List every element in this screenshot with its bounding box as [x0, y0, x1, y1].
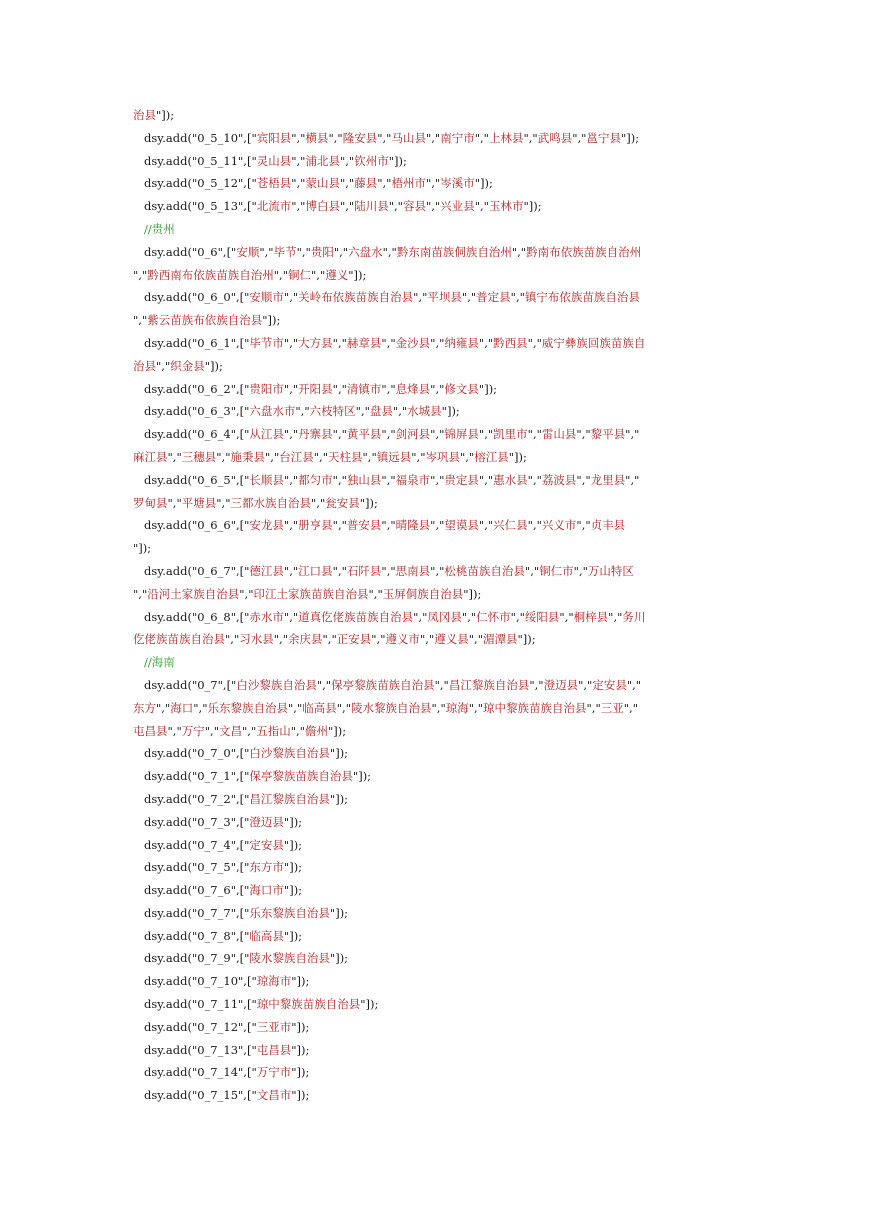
code-continuation-line: 屯昌县","万宁","文昌","五指山","儋州"]); [133, 723, 347, 738]
code-line: dsy.add("0_5_10",["宾阳县","横县","隆安县","马山县","南宁市","上林县","武鸣县","邕宁县"]); [144, 130, 640, 145]
code-line: dsy.add("0_6",["安顺","毕节","贵阳","六盘水","黔东南苗族侗族自治州","黔南布依族苗族自治州 [144, 244, 642, 259]
code-line: dsy.add("0_6_8",["赤水市","道真仡佬族苗族自治县","凤冈县","仁怀市","绥阳县","桐梓县","务川 [144, 609, 646, 624]
comment-line: //贵州 [144, 221, 175, 236]
code-line: dsy.add("0_6_2",["贵阳市","开阳县","清镇市","息烽县","修文县"]); [144, 381, 498, 396]
comment-line: //海南 [144, 655, 175, 670]
code-line: dsy.add("0_6_0",["安顺市","关岭布依族苗族自治县","平坝县","普定县","镇宁布依族苗族自治县 [144, 290, 640, 305]
code-line: dsy.add("0_5_12",["苍梧县","蒙山县","藤县","梧州市","岑溪市"]); [144, 176, 493, 191]
code-line: dsy.add("0_7_14",["万宁市"]); [144, 1065, 310, 1080]
code-line: dsy.add("0_7_9",["陵水黎族自治县"]); [144, 951, 349, 966]
code-line: dsy.add("0_7_0",["白沙黎族自治县"]); [144, 746, 349, 761]
code-listing [133, 104, 743, 1107]
code-continuation-line: ","沿河土家族自治县","印江土家族苗族自治县","玉屏侗族自治县"]); [133, 586, 482, 601]
code-continuation-line: 罗甸县","平塘县","三都水族自治县","瓮安县"]); [133, 495, 378, 510]
code-line: dsy.add("0_7_1",["保亭黎族苗族自治县"]); [144, 769, 372, 784]
code-line: dsy.add("0_6_3",["六盘水市","六枝特区","盘县","水城县"]); [144, 404, 460, 419]
code-line: dsy.add("0_7_3",["澄迈县"]); [144, 814, 303, 829]
code-line: dsy.add("0_7_5",["东方市"]); [144, 860, 303, 875]
code-line: dsy.add("0_5_13",["北流市","博白县","陆川县","容县","兴业县","玉林市"]); [144, 199, 542, 214]
code-line: dsy.add("0_7_2",["昌江黎族自治县"]); [144, 791, 349, 806]
code-continuation-line: "]); [133, 541, 152, 556]
code-continuation-line: ","紫云苗族布依族自治县"]); [133, 313, 281, 328]
code-line: dsy.add("0_6_7",["德江县","江口县","石阡县","思南县","松桃苗族自治县","铜仁市","万山特区 [144, 563, 634, 578]
code-line: dsy.add("0_6_5",["长顺县","都匀市","独山县","福泉市","贵定县","惠水县","荔波县","龙里县"," [144, 472, 640, 487]
code-continuation-line: 治县","织金县"]); [133, 358, 223, 373]
code-line: dsy.add("0_7_13",["屯昌县"]); [144, 1042, 310, 1057]
code-line: dsy.add("0_6_4",["从江县","丹寨县","黄平县","剑河县","锦屏县","凯里市","雷山县","黎平县"," [144, 427, 640, 442]
code-line: dsy.add("0_6_1",["毕节市","大方县","赫章县","金沙县","纳雍县","黔西县","威宁彝族回族苗族自 [144, 335, 646, 350]
code-line: dsy.add("0_7_12",["三亚市"]); [144, 1019, 310, 1034]
code-line: dsy.add("0_7_11",["琼中黎族苗族自治县"]); [144, 997, 379, 1012]
code-line: dsy.add("0_6_6",["安龙县","册亨县","普安县","晴隆县","望谟县","兴仁县","兴义市","贞丰县 [144, 518, 626, 533]
code-continuation-line: 东方","海口","乐东黎族自治县","临高县","陵水黎族自治县","琼海","琼中黎族苗族自治县","三亚"," [133, 700, 638, 715]
code-continuation-line: 治县"]); [133, 108, 175, 122]
code-line: dsy.add("0_7_4",["定安县"]); [144, 837, 303, 852]
code-continuation-line: 仡佬族苗族自治县","习水县","余庆县","正安县","遵义市","遵义县","湄潭县"]); [133, 632, 536, 647]
code-line: dsy.add("0_5_11",["灵山县","浦北县","钦州市"]); [144, 153, 407, 168]
code-line: dsy.add("0_7_8",["临高县"]); [144, 928, 303, 943]
code-line: dsy.add("0_7_10",["琼海市"]); [144, 974, 310, 989]
code-line: dsy.add("0_7_7",["乐东黎族自治县"]); [144, 905, 349, 920]
code-continuation-line: ","黔西南布依族苗族自治州","铜仁","遵义"]); [133, 267, 367, 282]
code-continuation-line: 麻江县","三穗县","施秉县","台江县","天柱县","镇远县","岑巩县","榕江县"]); [133, 449, 527, 464]
code-line: dsy.add("0_7_6",["海口市"]); [144, 883, 303, 898]
code-line: dsy.add("0_7_15",["文昌市"]); [144, 1088, 310, 1103]
code-line: dsy.add("0_7",["白沙黎族自治县","保亭黎族苗族自治县","昌江黎族自治县","澄迈县","定安县"," [144, 677, 642, 692]
